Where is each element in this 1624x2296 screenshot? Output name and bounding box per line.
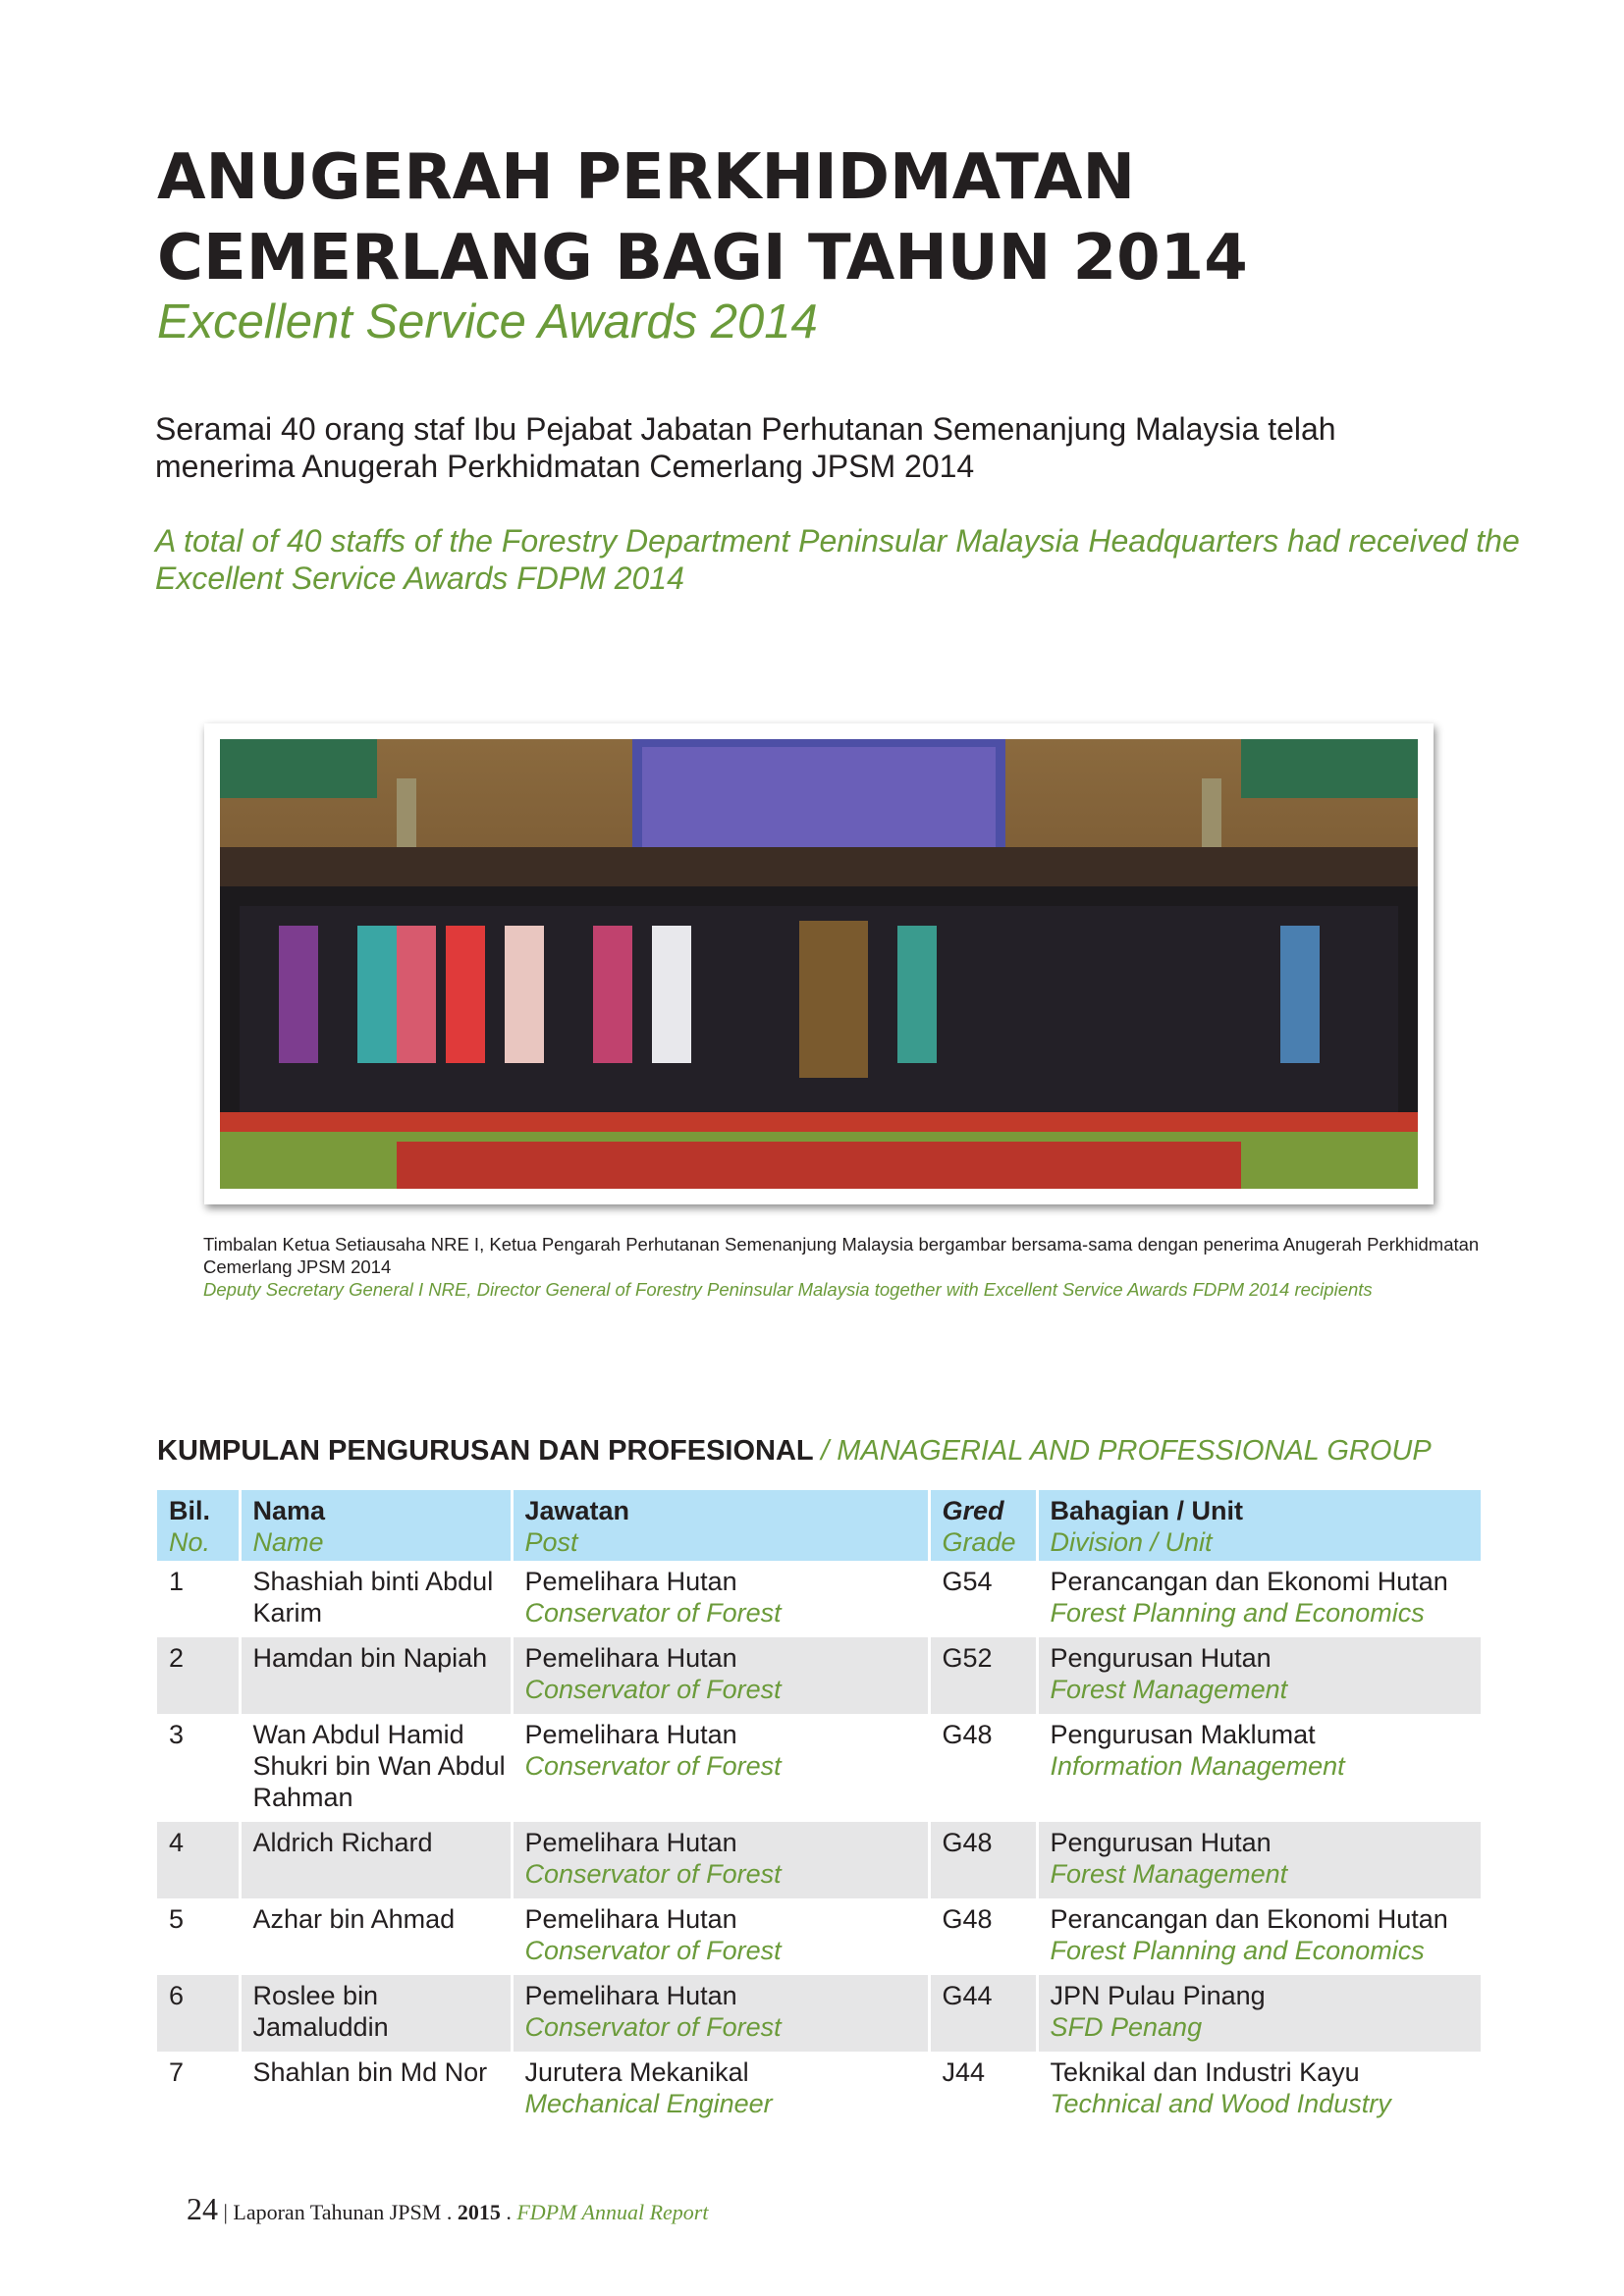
header-grade-en: Grade	[942, 1527, 1016, 1557]
cell-post-en: Conservator of Forest	[524, 1936, 782, 1965]
cell-no: 3	[169, 1720, 185, 1749]
header-name	[240, 1490, 512, 1561]
cell-division-en: Forest Planning and Economics	[1050, 1598, 1425, 1628]
cell-grade: G48	[929, 1714, 1037, 1822]
footer-sep-2: .	[506, 2200, 512, 2224]
table-row	[157, 1637, 1481, 1714]
cell-post	[512, 1561, 929, 1637]
table-row	[157, 1714, 1481, 1822]
group-heading-ms: KUMPULAN PENGURUSAN DAN PROFESIONAL	[157, 1435, 814, 1467]
cell-division-en: Forest Management	[1050, 1859, 1288, 1889]
table-row	[157, 1822, 1481, 1898]
footer-sep-1: .	[446, 2200, 453, 2224]
table-header-row	[157, 1490, 1481, 1561]
cell-post-en: Conservator of Forest	[524, 1598, 782, 1628]
intro-text-ms: Seramai 40 orang staf Ibu Pejabat Jabatan Perhutanan Semenanjung Malaysia telah menerima Anugerah Perkhidmatan Cemerlang JPSM 2014	[155, 411, 1336, 484]
group-heading-en: / MANAGERIAL AND PROFESSIONAL GROUP	[821, 1435, 1432, 1467]
header-post-ms: Jawatan	[524, 1496, 630, 1525]
cell-division-en: Forest Management	[1050, 1675, 1288, 1704]
group-heading	[157, 1435, 1432, 1468]
cell-no: 1	[169, 1567, 185, 1596]
header-name-ms: Nama	[252, 1496, 326, 1525]
cell-division-en: SFD Penang	[1050, 2012, 1203, 2042]
header-post	[512, 1490, 929, 1561]
cell-post-ms: Pemelihara Hutan	[524, 1828, 737, 1857]
table-row	[157, 1561, 1481, 1637]
footer-report-ms: | Laporan Tahunan JPSM	[223, 2200, 442, 2224]
cell-division-ms: Pengurusan Hutan	[1050, 1643, 1272, 1673]
cell-post	[512, 1898, 929, 1975]
cell-no: 4	[157, 1822, 240, 1898]
cell-grade: G48	[929, 1822, 1037, 1898]
cell-no: 7	[169, 2057, 185, 2087]
cell-post	[512, 1637, 929, 1714]
page-title-line-2: CEMERLANG BAGI TAHUN 2014	[157, 222, 1248, 294]
cell-post-ms: Jurutera Mekanikal	[524, 2057, 749, 2087]
table-row	[157, 2052, 1481, 2128]
header-no-en: No.	[169, 1527, 211, 1557]
page-title-line-1: ANUGERAH PERKHIDMATAN	[157, 141, 1135, 214]
cell-post-ms: Pemelihara Hutan	[524, 1904, 737, 1934]
cell-post-ms: Pemelihara Hutan	[524, 1643, 737, 1673]
footer-report-en: FDPM Annual Report	[516, 2200, 709, 2224]
footer-year: 2015	[457, 2200, 501, 2224]
cell-post	[512, 1975, 929, 2052]
cell-post	[512, 1714, 929, 1822]
cell-post-en: Conservator of Forest	[524, 1751, 782, 1781]
header-division	[1037, 1490, 1481, 1561]
intro-text-en: A total of 40 staffs of the Forestry Department Peninsular Malaysia Headquarters had received the Excellent Service Awards FDPM 2014	[155, 523, 1520, 596]
cell-name: Roslee bin Jamaluddin	[240, 1975, 512, 2052]
cell-post-en: Conservator of Forest	[524, 1859, 782, 1889]
cell-grade: G48	[929, 1898, 1037, 1975]
header-post-en: Post	[524, 1527, 578, 1557]
table-row	[157, 1975, 1481, 2052]
header-division-en: Division / Unit	[1050, 1527, 1213, 1557]
awards-table	[157, 1490, 1481, 2128]
cell-no: 5	[169, 1904, 185, 1934]
cell-name: Shashiah binti Abdul Karim	[240, 1561, 512, 1637]
photo-caption-en: Deputy Secretary General I NRE, Director General of Forestry Peninsular Malaysia together with Excellent Service Awards FDPM 2014 recipients	[203, 1279, 1373, 1300]
cell-name: Azhar bin Ahmad	[240, 1898, 512, 1975]
cell-post-ms: Pemelihara Hutan	[524, 1567, 737, 1596]
cell-division-ms: Teknikal dan Industri Kayu	[1050, 2057, 1360, 2087]
group-photo	[220, 739, 1418, 1189]
header-grade-ms: Gred	[942, 1496, 1004, 1525]
page-title	[157, 137, 1248, 298]
cell-grade: J44	[929, 2052, 1037, 2128]
cell-division-ms: JPN Pulau Pinang	[1050, 1981, 1266, 2010]
photo-frame	[204, 723, 1434, 1204]
header-no	[157, 1490, 240, 1561]
cell-division-en: Information Management	[1050, 1751, 1345, 1781]
cell-no: 2	[157, 1637, 240, 1714]
cell-grade: G54	[929, 1561, 1037, 1637]
cell-division-en: Technical and Wood Industry	[1050, 2089, 1391, 2118]
cell-post	[512, 2052, 929, 2128]
cell-division-ms: Pengurusan Maklumat	[1050, 1720, 1316, 1749]
cell-division	[1037, 2052, 1481, 2128]
cell-division	[1037, 1898, 1481, 1975]
cell-name: Hamdan bin Napiah	[240, 1637, 512, 1714]
cell-post-en: Mechanical Engineer	[524, 2089, 773, 2118]
photo-caption-ms: Timbalan Ketua Setiausaha NRE I, Ketua Pengarah Perhutanan Semenanjung Malaysia bergambar bersama-sama dengan penerima Anugerah Perkhidmatan Cemerlang JPSM 2014	[203, 1234, 1480, 1277]
cell-post-ms: Pemelihara Hutan	[524, 1720, 737, 1749]
cell-division	[1037, 1822, 1481, 1898]
cell-division-en: Forest Planning and Economics	[1050, 1936, 1425, 1965]
cell-no: 6	[157, 1975, 240, 2052]
cell-post-ms: Pemelihara Hutan	[524, 1981, 737, 2010]
table-row	[157, 1898, 1481, 1975]
cell-division	[1037, 1714, 1481, 1822]
header-no-ms: Bil.	[169, 1496, 211, 1525]
cell-division-ms: Pengurusan Hutan	[1050, 1828, 1272, 1857]
cell-name: Wan Abdul Hamid Shukri bin Wan Abdul Rahman	[240, 1714, 512, 1822]
header-division-ms: Bahagian / Unit	[1050, 1496, 1244, 1525]
cell-name: Aldrich Richard	[240, 1822, 512, 1898]
page-subtitle: Excellent Service Awards 2014	[157, 295, 818, 348]
cell-post	[512, 1822, 929, 1898]
cell-grade: G52	[929, 1637, 1037, 1714]
cell-division-ms: Perancangan dan Ekonomi Hutan	[1050, 1567, 1448, 1596]
header-grade	[929, 1490, 1037, 1561]
cell-name: Shahlan bin Md Nor	[240, 2052, 512, 2128]
page-footer	[187, 2191, 708, 2227]
page-number: 24	[187, 2191, 218, 2226]
cell-division	[1037, 1637, 1481, 1714]
cell-post-en: Conservator of Forest	[524, 1675, 782, 1704]
cell-division	[1037, 1561, 1481, 1637]
header-name-en: Name	[252, 1527, 324, 1557]
cell-division-ms: Perancangan dan Ekonomi Hutan	[1050, 1904, 1448, 1934]
cell-division	[1037, 1975, 1481, 2052]
cell-grade: G44	[929, 1975, 1037, 2052]
cell-post-en: Conservator of Forest	[524, 2012, 782, 2042]
